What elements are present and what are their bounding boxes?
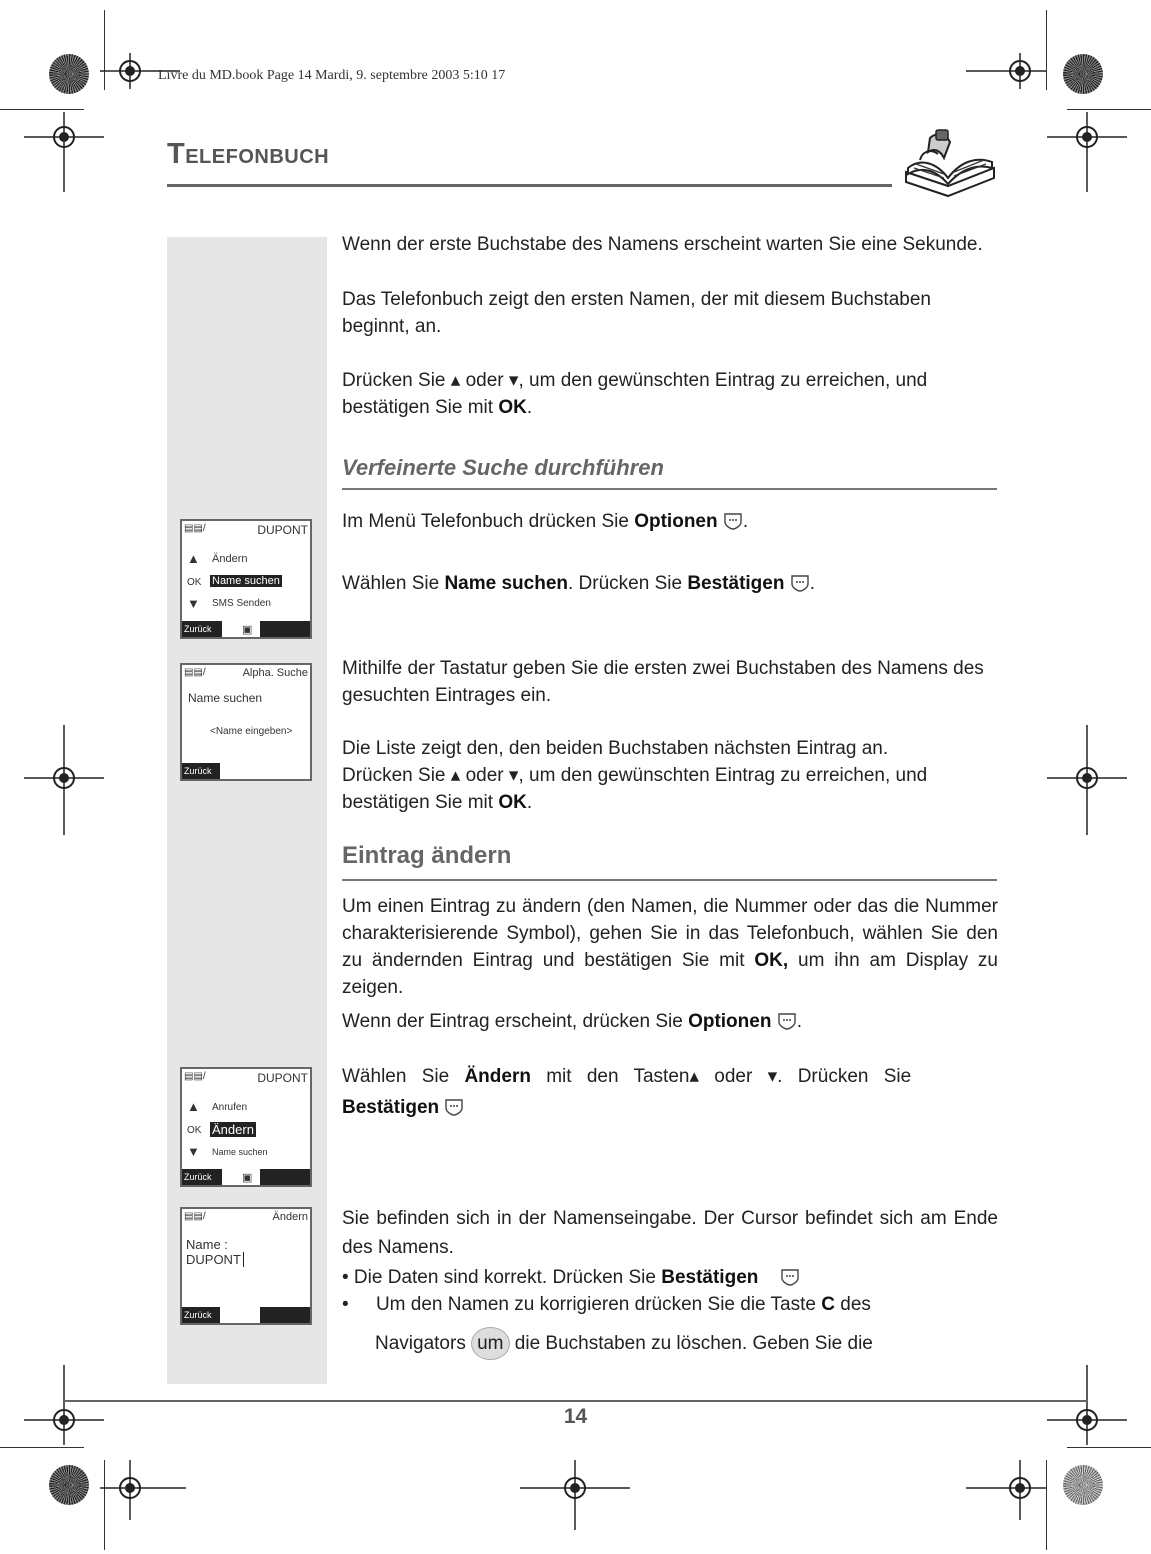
down-arrow-icon: ▼: [187, 596, 200, 611]
paragraph: Das Telefonbuch zeigt den ersten Namen, der mit diesem Buchstaben beginnt, an.: [342, 289, 931, 337]
back-softkey: Zurück: [182, 621, 222, 637]
registration-mark: [24, 112, 104, 192]
phonebook-icon: ▤▤/: [184, 1071, 206, 1082]
phone-screen-search: [180, 663, 312, 781]
rosette-mark: [1063, 54, 1103, 94]
registration-mark: [966, 53, 1046, 89]
down-arrow-icon: ▾: [508, 765, 519, 786]
bullet-item: • Die Daten sind korrekt. Drücken Sie Bestätigen: [342, 1264, 998, 1291]
registration-mark: [100, 1460, 186, 1520]
phone-screen-options-edit: [180, 1067, 312, 1187]
screen-label: Name suchen: [188, 691, 263, 705]
menu-item-selected: Name suchen: [212, 575, 280, 587]
paragraph: Im Menü Telefonbuch drücken Sie Optionen .: [342, 511, 749, 532]
registration-mark: [1047, 112, 1127, 192]
down-arrow-icon: ▾: [767, 1066, 778, 1087]
back-softkey: Zurück: [182, 1169, 222, 1185]
menu-item: Name suchen: [212, 1147, 268, 1157]
softkey-icon: [777, 1010, 797, 1030]
registration-mark: [1047, 725, 1127, 835]
paragraph: Bestätigen: [342, 1094, 998, 1121]
menu-item: SMS Senden: [212, 598, 271, 609]
paragraph: Die Liste zeigt den, den beiden Buchstaben nächsten Eintrag an.: [342, 738, 889, 759]
section-title: Eintrag ändern: [342, 842, 512, 869]
registration-mark: [24, 725, 104, 835]
screen-title: DUPONT: [257, 523, 308, 537]
screen-title: Alpha. Suche: [242, 667, 308, 679]
lock-icon: ▣: [242, 1172, 253, 1184]
paragraph: Wenn der erste Buchstabe des Namens erscheint warten Sie eine Sekunde.: [342, 234, 983, 255]
phonebook-icon: ▤▤/: [184, 523, 206, 534]
screen-title: Ändern: [272, 1211, 308, 1223]
screen-title: DUPONT: [257, 1071, 308, 1085]
page-number: 14: [563, 1405, 588, 1428]
slug-line: Livre du MD.book Page 14 Mardi, 9. septembre 2003 5:10 17: [158, 68, 506, 83]
section-rule: [342, 879, 997, 881]
up-arrow-icon: ▴: [450, 765, 461, 786]
registration-mark: [520, 1460, 630, 1530]
back-softkey: Zurück: [182, 763, 220, 779]
navigator-icon: um: [471, 1327, 509, 1360]
bullet-continuation: Navigators um die Buchstaben zu löschen. Geben Sie die: [375, 1327, 995, 1360]
paragraph: Wählen Sie Name suchen. Drücken Sie Bestätigen .: [342, 573, 816, 594]
softkey-right: [260, 621, 310, 637]
softkey-icon: [444, 1096, 464, 1116]
paragraph: Wählen Sie Ändern mit den Tasten▴ oder ▾. Drücken Sie: [342, 1066, 912, 1087]
section-rule: [342, 488, 997, 490]
section-title: Verfeinerte Suche durchführen: [342, 455, 664, 480]
softkey-icon: [790, 572, 810, 592]
rosette-mark: [49, 1465, 89, 1505]
down-arrow-icon: ▾: [508, 370, 519, 391]
phonebook-icon: ▤▤/: [184, 667, 206, 678]
phone-screen-edit-name: [180, 1207, 312, 1325]
softkey-right: [260, 1307, 310, 1323]
paragraph: Drücken Sie ▴ oder ▾, um den gewünschten Eintrag zu erreichen, und bestätigen Sie mit OK.: [342, 370, 928, 418]
softkey-icon: [723, 510, 743, 530]
menu-item: Ändern: [212, 553, 248, 565]
softkey-right: [260, 1169, 310, 1185]
lock-icon: ▣: [242, 624, 253, 636]
bullet-item: • Um den Namen zu korrigieren drücken Sie die Taste C des: [342, 1294, 871, 1315]
menu-item: Anrufen: [212, 1102, 248, 1113]
ok-label: OK: [187, 577, 202, 588]
footer-rule: [64, 1400, 1088, 1402]
softkey-icon: [780, 1266, 800, 1286]
back-softkey: Zurück: [182, 1307, 220, 1323]
paragraph: Um einen Eintrag zu ändern (den Namen, die Nummer oder das die Nummer charakterisierende Symbol), gehen Sie in das Telefonbuch, wählen Sie den zu ändernden Eintrag und bestätigen Sie mit OK, um ihn am Display zu zeigen.: [342, 896, 999, 998]
phonebook-icon: ▤▤/: [184, 1211, 206, 1222]
paragraph: Drücken Sie ▴ oder ▾, um den gewünschten Eintrag zu erreichen, und bestätigen Sie mit OK.: [342, 765, 928, 813]
down-arrow-icon: ▼: [187, 1144, 200, 1159]
menu-item-selected: Ändern: [212, 1122, 254, 1137]
book-icon: [900, 128, 1000, 200]
paragraph: Mithilfe der Tastatur geben Sie die ersten zwei Buchstaben des Namens des gesuchten Eintrages ein.: [342, 658, 984, 706]
paragraph: Sie befinden sich in der Namenseingabe. Der Cursor befindet sich am Ende des Namens.: [342, 1208, 998, 1258]
up-arrow-icon: ▴: [450, 370, 461, 391]
input-prompt: <Name eingeben>: [210, 726, 293, 737]
paragraph: Wenn der Eintrag erscheint, drücken Sie Optionen .: [342, 1011, 803, 1032]
registration-mark: [966, 1460, 1046, 1520]
chapter-rule: [167, 184, 892, 187]
ok-label: OK: [187, 1125, 202, 1136]
phone-screen-options: [180, 519, 312, 639]
up-arrow-icon: ▲: [187, 551, 200, 566]
name-field-value: DUPONT: [186, 1252, 244, 1267]
chapter-title: Telefonbuch: [167, 138, 330, 170]
rosette-mark: [1063, 1465, 1103, 1505]
up-arrow-icon: ▴: [689, 1066, 700, 1087]
field-label: Name :: [186, 1237, 228, 1252]
up-arrow-icon: ▲: [187, 1099, 200, 1114]
rosette-mark: [49, 54, 89, 94]
